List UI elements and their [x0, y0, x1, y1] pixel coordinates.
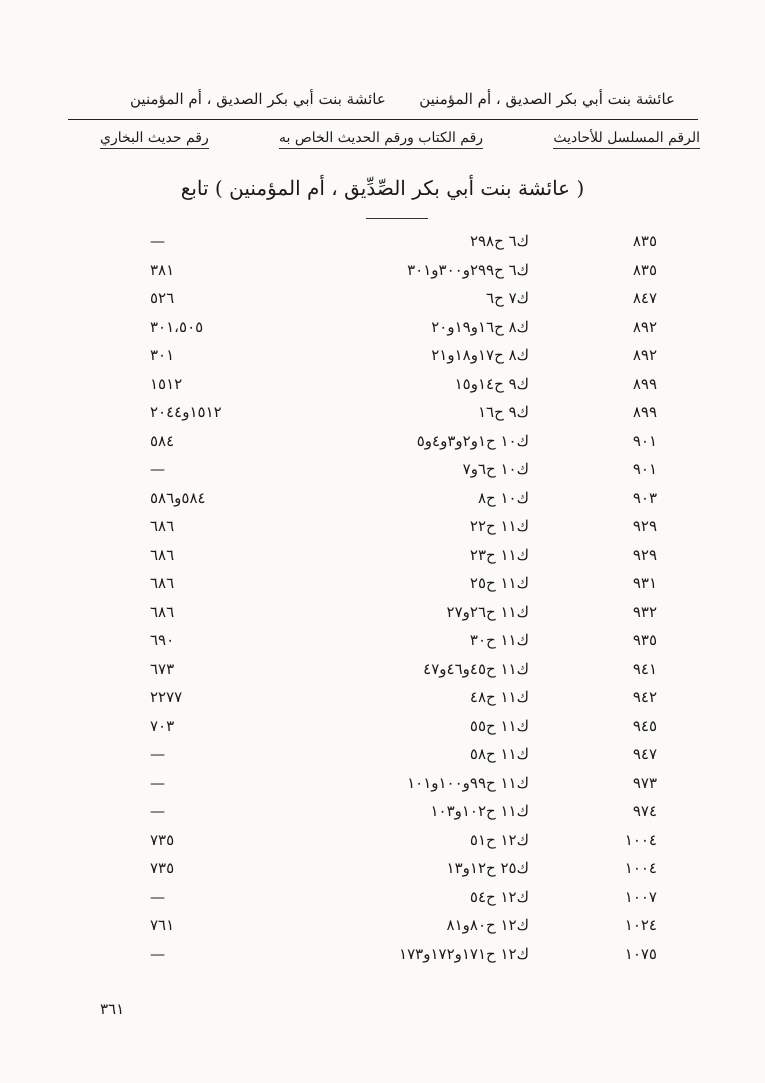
header-book-hadith: رقم الكتاب ورقم الحديث الخاص به: [279, 130, 483, 149]
book-hadith-ref: ك١١ ح٢٣: [469, 545, 529, 564]
serial-number: ٩٤٢: [632, 688, 657, 706]
book-hadith-ref: ك١١ ح٤٥و٤٦و٤٧: [423, 659, 529, 678]
serial-number: ٨٤٧: [632, 289, 657, 307]
serial-number: ٨٩٩: [632, 374, 657, 393]
book-hadith-ref: ك١١ ح٩٩و١٠٠و١٠١: [407, 773, 529, 792]
table-row: [0, 798, 765, 827]
serial-number: ٩٣٥: [632, 631, 657, 649]
serial-number: ٩٤٥: [632, 716, 657, 735]
table-row: [0, 741, 765, 770]
bukhari-number: ٣٨١: [150, 260, 175, 279]
table-row: [0, 371, 765, 400]
table-row: [0, 656, 765, 685]
book-hadith-ref: ك٨ ح١٧و١٨و٢١: [431, 346, 529, 364]
book-hadith-ref: ك٢٥ ح١٢و١٣: [446, 859, 529, 877]
header-bukhari: رقم حديث البخاري: [100, 130, 209, 149]
book-hadith-ref: ك١٢ ح٥٤: [469, 887, 529, 906]
table-row: [0, 399, 765, 428]
book-hadith-ref: ك٦ ح٢٩٨: [469, 232, 529, 250]
serial-number: ١٠٧٥: [624, 944, 657, 963]
book-hadith-ref: ك٦ ح٢٩٩و٣٠٠و٣٠١: [407, 260, 529, 279]
table-row: [0, 941, 765, 970]
running-head-right: عائشة بنت أبي بكر الصديق ، أم المؤمنين: [419, 90, 675, 108]
table-row: [0, 855, 765, 884]
bukhari-number: ٦٧٣: [150, 659, 175, 678]
page-number: ٣٦١: [100, 1000, 125, 1018]
book-hadith-ref: ك٩ ح١٦: [477, 403, 529, 421]
book-hadith-ref: ك٩ ح١٤و١٥: [454, 374, 529, 393]
book-hadith-ref: ك١٠ ح١و٢و٣و٤و٥: [416, 431, 529, 450]
bukhari-number: ٧٣٥: [150, 830, 175, 849]
bukhari-number: —: [150, 944, 165, 963]
serial-number: ٨٩٩: [632, 403, 657, 421]
serial-number: ٨٣٥: [632, 260, 657, 279]
bukhari-number: ٣٠١،٥٠٥: [150, 317, 204, 336]
serial-number: ٩٣٢: [632, 602, 657, 621]
table-row: [0, 285, 765, 314]
serial-number: ٩٤٧: [632, 745, 657, 763]
hadith-table: [0, 228, 765, 969]
book-hadith-ref: ك١١ ح٥٨: [469, 745, 529, 763]
bukhari-number: —: [150, 232, 165, 250]
bukhari-number: ٦٨٦: [150, 574, 175, 592]
serial-number: ١٠٢٤: [624, 916, 657, 934]
table-row: [0, 342, 765, 371]
column-headers: [100, 130, 700, 149]
bukhari-number: ٧٣٥: [150, 859, 175, 877]
serial-number: ٩٤١: [632, 659, 657, 678]
serial-number: ١٠٠٧: [624, 887, 657, 906]
serial-number: ٩٠١: [632, 460, 657, 478]
bukhari-number: ٧٠٣: [150, 716, 175, 735]
table-row: [0, 314, 765, 343]
bukhari-number: ٦٨٦: [150, 545, 175, 564]
table-row: [0, 542, 765, 571]
book-hadith-ref: ك٨ ح١٦و١٩و٢٠: [431, 317, 529, 336]
table-row: [0, 485, 765, 514]
bukhari-number: —: [150, 773, 165, 792]
bukhari-number: ٣٠١: [150, 346, 175, 364]
header-rule: [68, 119, 698, 120]
serial-number: ٨٣٥: [632, 232, 657, 250]
bukhari-number: ٦٩٠: [150, 631, 175, 649]
serial-number: ٨٩٢: [632, 317, 657, 336]
serial-number: ٩٣١: [632, 574, 657, 592]
serial-number: ٩٠١: [632, 431, 657, 450]
serial-number: ١٠٠٤: [624, 830, 657, 849]
section-title: ( عائشة بنت أبي بكر الصِّدِّيق ، أم المؤمنين ) تابع: [180, 176, 585, 200]
serial-number: ١٠٠٤: [624, 859, 657, 877]
bukhari-number: ١٥١٢و٢٠٤٤: [150, 403, 222, 421]
table-row: [0, 684, 765, 713]
book-hadith-ref: ك١١ ح١٠٢و١٠٣: [430, 802, 529, 820]
book-hadith-ref: ك١٠ ح٦و٧: [462, 460, 529, 478]
bukhari-number: —: [150, 887, 165, 906]
book-hadith-ref: ك١١ ح٣٠: [469, 631, 529, 649]
table-row: [0, 456, 765, 485]
book-hadith-ref: ك١١ ح٥٥: [469, 716, 529, 735]
table-row: [0, 257, 765, 286]
serial-number: ٩٢٩: [632, 545, 657, 564]
table-row: [0, 912, 765, 941]
serial-number: ٩٠٣: [632, 488, 657, 507]
serial-number: ٩٢٩: [632, 517, 657, 535]
book-hadith-ref: ك١٢ ح١٧١و١٧٢و١٧٣: [399, 944, 529, 963]
table-row: [0, 713, 765, 742]
serial-number: ٨٩٢: [632, 346, 657, 364]
serial-number: ٩٧٤: [632, 802, 657, 820]
book-hadith-ref: ك١٢ ح٨٠و٨١: [446, 916, 529, 934]
bukhari-number: —: [150, 460, 165, 478]
table-row: [0, 599, 765, 628]
bukhari-number: —: [150, 745, 165, 763]
running-head-left: عائشة بنت أبي بكر الصديق ، أم المؤمنين: [130, 90, 386, 108]
bukhari-number: ٦٨٦: [150, 517, 175, 535]
book-hadith-ref: ك١٠ ح٨: [477, 488, 529, 507]
title-underline: [366, 218, 428, 219]
book-hadith-ref: ك١١ ح٢٢: [469, 517, 529, 535]
table-row: [0, 627, 765, 656]
bukhari-number: —: [150, 802, 165, 820]
table-row: [0, 884, 765, 913]
book-hadith-ref: ك١١ ح٤٨: [469, 688, 529, 706]
header-serial: الرقم المسلسل للأحاديث: [553, 130, 700, 149]
table-row: [0, 827, 765, 856]
table-row: [0, 513, 765, 542]
book-hadith-ref: ك١١ ح٢٥: [469, 574, 529, 592]
book-hadith-ref: ك١٢ ح٥١: [469, 830, 529, 849]
bukhari-number: ١٥١٢: [150, 374, 183, 393]
bukhari-number: ٥٨٤: [150, 431, 175, 450]
table-row: [0, 428, 765, 457]
serial-number: ٩٧٣: [632, 773, 657, 792]
bukhari-number: ٥٨٤و٥٨٦: [150, 488, 206, 507]
bukhari-number: ٢٢٧٧: [150, 688, 183, 706]
table-row: [0, 228, 765, 257]
book-hadith-ref: ك١١ ح٢٦و٢٧: [446, 602, 529, 621]
book-hadith-ref: ك٧ ح٦: [486, 289, 529, 307]
table-row: [0, 570, 765, 599]
bukhari-number: ٧٦١: [150, 916, 175, 934]
table-row: [0, 770, 765, 799]
bukhari-number: ٦٨٦: [150, 602, 175, 621]
running-head: [130, 90, 675, 108]
bukhari-number: ٥٢٦: [150, 289, 175, 307]
